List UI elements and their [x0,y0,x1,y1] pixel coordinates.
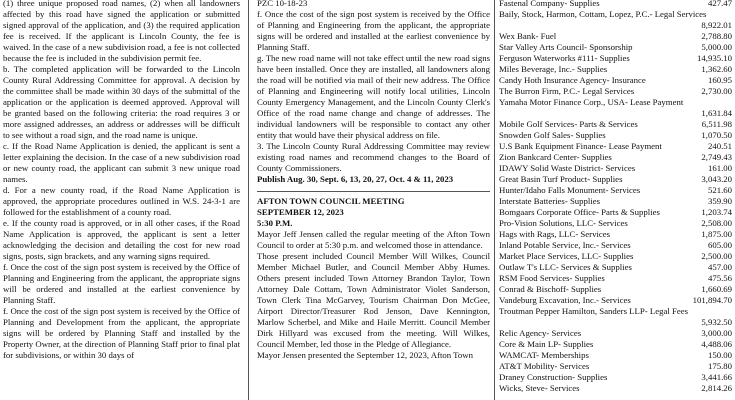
payee-name: Fastenal Company- Supplies [499,0,600,8]
ledger-row [499,328,732,339]
ledger-row [499,273,732,284]
payee-name: Yamaha Motor Finance Corp., USA- Lease Payment [499,97,684,107]
payment-amount: 521.60 [707,185,732,195]
payee-name: Relic Agency- Services [499,328,582,338]
ledger-row [499,119,732,130]
payee-name: Draney Construction- Supplies [499,372,608,382]
payment-amount: 2,508.00 [701,218,732,228]
payment-amount: 3,441.66 [701,372,732,382]
ledger-row [499,86,732,97]
payee-name: Wicks, Steve- Services [499,383,580,393]
bills-ledger [499,0,732,394]
payment-amount: 5,932.50 [701,317,732,327]
road-naming-paragraph: f. Once the cost of the sign post system is received by the Office of Planning and Engineering from the applicant, the appropriate signs will be ordered and installed at the earliest convenience by Planning Staff. [257,9,490,52]
ledger-row [499,64,732,75]
payee-name: Vandeburg Excavation, Inc.- Services [499,295,631,305]
ledger-row [499,108,732,119]
payment-amount: 150.00 [707,350,732,360]
road-naming-paragraph: c. If the Road Name Application is denied, the applicant is sent a letter explaining the decision. In the case of a new subdivision road or new county road, the applicant can submit 3 new unique road names. [3,141,240,184]
payment-amount: 8,922.01 [701,20,732,30]
ledger-row [499,339,732,350]
payee-name: Inland Potable Service, Inc.- Services [499,240,631,250]
ledger-row [499,141,732,152]
payment-amount: 3,000.00 [701,328,732,338]
road-naming-paragraph: g. The new road name will not take effect until the new road signs have been installed. Once they are installed, all landowners along the road will be notified via mail of their new address. The Office of Planning and Engineering will notify local utilities, Lincoln County Emergency Management, and the Lincoln County Clerk's Office of the road name change and change of addresses. The individual landowners will be responsible to contact any other entity that would have their physical address on file. [257,53,490,140]
payee-name: Candy Hoth Insurance Agency- Insurance [499,75,646,85]
payee-name: Conrad & Bischoff- Supplies [499,284,602,294]
road-naming-paragraph: f. Once the cost of the sign post system is received by the Office of Planning and Development from the applicant, the appropriate signs will be ordered by Planning Staff and installed by the Property Owner, at the direction of Planning Staff prior to final plat for subdivisions, or within 30 days of [3,306,240,360]
ledger-row [499,20,732,31]
payee-name: Hunter/Idaho Falls Monument- Services [499,185,641,195]
payment-amount: 2,814.26 [701,383,732,393]
payee-name: Snowden Golf Sales- Supplies [499,130,606,140]
payment-amount: 1,203.74 [701,207,732,217]
payee-name: Great Basin Turf Product- Supplies [499,174,623,184]
meeting-time: 5:30 P.M. [257,218,293,228]
ledger-row [499,262,732,273]
payment-amount: 101,894.70 [692,295,732,305]
payment-amount: 5,000.00 [701,42,732,52]
payee-name: Interstate Batteries- Supplies [499,196,601,206]
payment-amount: 14,935.10 [697,53,732,63]
road-naming-paragraph: b. The completed application will be forwarded to the Lincoln County Rural Addressing Committee for approval. A decision by the committee shall be made within 30 days of the submittal of the application or the application is deemed approved. Approval will be granted based on the following criteria: the road requires 3 or more assigned addresses, an address or addresses will be difficult to see without a road sign, and the road name is unique. [3,64,240,140]
ledger-row [499,317,732,328]
meeting-title: AFTON TOWN COUNCIL MEETING [257,196,405,206]
ledger-row [499,130,732,141]
ledger-row [499,361,732,372]
ledger-row [499,31,732,42]
road-naming-paragraph: e. If the county road is approved, or in all other cases, if the Road Name Application is approved, the applicant is sent a letter acknowledging the decision and detailing the cost for new road signs, posts, sign brackets, and any warning signs required. [3,218,240,261]
payment-amount: 1,875.00 [701,229,732,239]
column-divider [248,0,249,400]
payee-name: Miles Beverage, Inc.- Supplies [499,64,608,74]
road-naming-paragraph: d. For a new county road, if the Road Name Application is approved, the appropriate procedures outlined in W.S. 24-3-1 are followed for the establishment of a county road. [3,185,240,217]
ledger-row [499,53,732,64]
ledger-row [499,251,732,262]
ledger-row [499,42,732,53]
payee-name: Pro-Vision Solutions, LLC- Services [499,218,628,228]
payee-name: Bomgaars Corporate Office- Parts & Supplies [499,207,660,217]
payee-name: Mobile Golf Services- Parts & Services [499,119,638,129]
payee-name: RSM Food Services- Supplies [499,273,605,283]
payment-amount: 240.51 [707,141,732,151]
ledger-row [499,383,732,394]
payment-amount: 605.00 [707,240,732,250]
payment-amount: 6,511.98 [701,119,732,129]
payment-amount: 2,500.00 [701,251,732,261]
payee-name: Troutman Pepper Hamilton, Sanders LLP- Legal Fees [499,306,688,316]
column-right [499,0,732,394]
payee-name: Zion Bankcard Center- Supplies [499,152,612,162]
intro-line: PZC 10-18-23 [257,0,308,8]
payment-amount: 3,043.20 [701,174,732,184]
ledger-row [499,229,732,240]
meeting-paragraph: Mayor Jeff Jensen called the regular meeting of the Afton Town Council to order at 5:30 p.m. and welcomed those in attendance. [257,229,490,250]
payee-name: IDAWY Solid Waste District- Services [499,163,636,173]
ledger-row [499,75,732,86]
payee-name: Core & Main LP- Supplies [499,339,594,349]
ledger-row [499,152,732,163]
payee-name: Star Valley Arts Council- Sponsorship [499,42,633,52]
ledger-row [499,295,732,306]
road-naming-paragraph: f. Once the cost of the sign post system is received by the Office of Planning and Engineering from the applicant, the appropriate signs will be ordered and installed at the earliest convenience by Planning Staff. [3,262,240,305]
payee-name: The Burron Firm, P.C.- Legal Services [499,86,635,96]
payee-name: Outlaw T's LLC- Services & Supplies [499,262,632,272]
section-rule [257,191,490,192]
payee-name: WAMCAT- Memberships [499,350,589,360]
column-left [3,0,240,361]
ledger-row [499,196,732,207]
payment-amount: 2,749.43 [701,152,732,162]
payment-amount: 427.47 [707,0,732,8]
payment-amount: 160.95 [707,75,732,85]
ledger-row [499,207,732,218]
road-naming-paragraph: (1) three unique proposed road names, (2) when all landowners affected by this road have signed the application or submitted signed approval of the application, and (3) the required application fee is received. If the applicant is Lincoln County, the fee is waived. In the case of a new subdivision road, a fee is not collected because the fee is included in the subdivision permit fee. [3,0,240,63]
publish-line: Publish Aug. 30, Sept. 6, 13, 20, 27, Oct. 4 & 11, 2023 [257,174,454,184]
payment-amount: 457.00 [707,262,732,272]
ledger-row [499,97,732,108]
ledger-row [499,350,732,361]
payment-amount: 175.80 [707,361,732,371]
ledger-row [499,306,732,317]
payee-name: Hags with Rags, LLC- Services [499,229,611,239]
payee-name: Wex Bank- Fuel [499,31,557,41]
ledger-row [499,0,732,9]
payment-amount: 475.56 [707,273,732,283]
ledger-row [499,185,732,196]
ledger-row [499,218,732,229]
payment-amount: 4,488.06 [701,339,732,349]
payee-name: U.S Bank Equipment Finance- Lease Payment [499,141,662,151]
ledger-row [499,9,732,20]
payment-amount: 1,362.60 [701,64,732,74]
payee-name: Market Place Services, LLC- Supplies [499,251,634,261]
meeting-paragraph: Mayor Jensen presented the September 12, 2023, Afton Town [257,350,473,360]
payee-name: Baily, Stock, Harmon, Cottam, Lopez, P.C.- Legal Services [499,9,707,19]
ledger-row [499,163,732,174]
meeting-date: SEPTEMBER 12, 2023 [257,207,344,217]
payment-amount: 2,788.80 [701,31,732,41]
payment-amount: 359.90 [707,196,732,206]
payment-amount: 1,070.50 [701,130,732,140]
ledger-row [499,240,732,251]
payee-name: AT&T Mobility- Services [499,361,590,371]
ledger-row [499,284,732,295]
column-divider [494,0,495,400]
payment-amount: 1,631.84 [701,108,732,118]
ledger-row [499,372,732,383]
payment-amount: 1,660.69 [701,284,732,294]
payment-amount: 161.00 [707,163,732,173]
road-naming-paragraph: 3. The Lincoln County Rural Addressing Committee may review existing road names and recommend changes to the Board of County Commissioners. [257,141,490,173]
column-middle [257,0,490,361]
payee-name: Ferguson Waterworks #111- Supplies [499,53,630,63]
meeting-paragraph: Those present included Council Member Will Wilkes, Council Member Michael Butler, and Council Member Abby Humes. Others present included Town Attorney Brandon Taylor, Town Attorney Dale Cottam, Town Administrator Violet Sanderson, Town Clerk Tina McGarvey, Tourism Chairman Don McGee, Airport Director/Treasurer Rod Jenson, Dave Kennington, Marlow Scherbel, and Mike and Haile Merritt. Council Member Dirk Hillyard was excused from the meeting. Will Wilkes, Council Member, led those in the Pledge of Allegiance. [257,251,490,349]
ledger-row [499,174,732,185]
payment-amount: 2,730.00 [701,86,732,96]
